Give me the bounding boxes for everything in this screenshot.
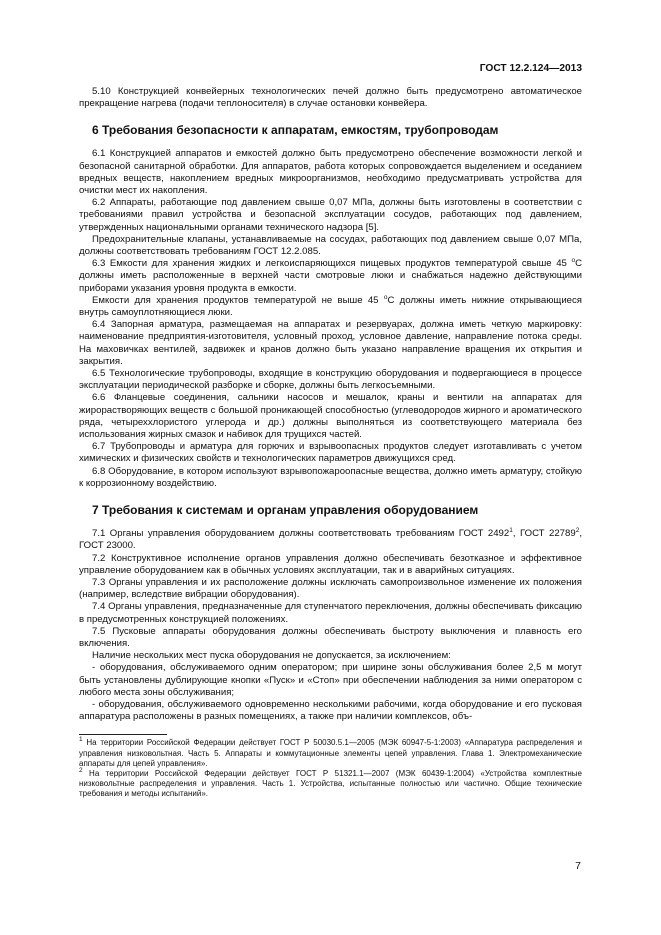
page-number: 7 [575, 860, 581, 872]
footnote-1-text: На территории Российской Федерации действует ГОСТ Р 50030.5.1—2005 (МЭК 60947-5-1:2003) «Аппаратура распределения и управления низковольтная. Часть 5. Аппараты и коммутационные элементы цепей управления. Глава 1. Электромеханические аппараты для цепей управления». [79, 738, 582, 768]
clause-6-2-valves: Предохранительные клапаны, устанавливаемые на сосудах, работающих под давлением свыше 0,07 МПа, должны соответствовать требованиям ГОСТ 12.2.085. [79, 233, 582, 258]
degree-sign: о [383, 293, 388, 301]
footnote-2-text: На территории Российской Федерации действует ГОСТ Р 51321.1—2007 (МЭК 60439-1:2004) «Устройства комплектные низковольтные распределения и управления. Часть 1. Устройства, испытанные полностью или частично. Общие технические требования и методы испытаний». [79, 768, 582, 799]
clause-6-2: 6.2 Аппараты, работающие под давлением свыше 0,07 МПа, должны быть изготовлены в соответствии с требованиями правил устройства и безопасной эксплуатации сосудов, работающих под давлением, утвержденных национальными органами технического надзора [5]. [79, 197, 582, 233]
footnote-ref-1[interactable]: 1 [509, 527, 513, 535]
footnote-mark-1: 1 [79, 736, 83, 744]
page-content [79, 86, 582, 800]
clause-6-3-low-temp-text-b: С должны иметь нижние открывающиеся внутрь самоуплотняющиеся люки. [79, 294, 582, 319]
clause-6-6: 6.6 Фланцевые соединения, сальники насосов и мешалок, краны и вентили на аппаратах для жирорастворяющих веществ с большой проникающей способностью (углеводородов жирного и ароматического ряда, четыреххлористого углерода и др.) должны выполняться из соответствующего материала без использования жирных смазок и набивок для трущихся частей. [79, 392, 582, 441]
clause-7-5-item-2: - оборудования, обслуживаемого одновременно несколькими рабочими, когда оборудование и его пусковая аппаратура расположены в разных помещениях, а также при наличии комплексов, объ- [79, 698, 582, 723]
clause-6-8: 6.8 Оборудование, в котором используют взрывопожароопасные вещества, должно иметь арматуру, стойкую к коррозионному воздействию. [79, 465, 582, 489]
clause-6-1: 6.1 Конструкцией аппаратов и емкостей должно быть предусмотрено обеспечение возможности легкой и безопасной санитарной обработки. Для аппаратов, работа которых сопровождается выделением и оседанием вредных веществ, накоплением вредных микроорганизмов, необходимо предусматривать устройства для очистки мест их накопления. [79, 148, 582, 197]
footnotes [79, 738, 582, 799]
clause-7-1-text-b: , ГОСТ 22789 [512, 528, 576, 540]
clause-7-1-text-a: 7.1 Органы управления оборудованием должны соответствовать требованиям ГОСТ 2492 [92, 528, 510, 540]
clause-7-1-text-c: , ГОСТ 23000. [79, 528, 582, 552]
clause-7-1 [79, 528, 582, 552]
document-code: ГОСТ 12.2.124—2013 [479, 63, 582, 74]
footnote-ref-2[interactable]: 2 [575, 527, 580, 535]
clause-5-10: 5.10 Конструкцией конвейерных технологических печей должно быть предусмотрено автоматическое прекращение нагрева (подачи теплоносителя) в случае остановки конвейера. [79, 86, 582, 110]
section-7-heading: 7 Требования к системам и органам управления оборудованием [92, 503, 479, 518]
clause-7-4: 7.4 Органы управления, предназначенные для ступенчатого переключения, должны обеспечивать фиксацию в предусмотренных конструкцией положениях. [79, 601, 582, 625]
clause-6-3-text-b: С должны иметь расположенные в верхней части смотровые люки и снабжаться надежно действующими приборами указания уровня продукта в емкости. [79, 258, 582, 294]
footnote-divider [79, 734, 167, 735]
clause-6-3-low-temp [79, 295, 582, 319]
clause-6-3 [79, 258, 582, 295]
clause-6-4: 6.4 Запорная арматура, размещаемая на аппаратах и резервуарах, должна иметь четкую маркировку: наименование предприятия-изготовителя, условный проход, условное давление, направление потока среды. На маховичках вентилей, задвижек и кранов должно быть указано направление вращения их открытия и закрытия. [79, 319, 582, 367]
clause-7-3: 7.3 Органы управления и их расположение должны исключать самопроизвольное изменение их положения (например, вследствие вибрации оборудования). [79, 576, 582, 601]
clause-6-7: 6.7 Трубопроводы и арматура для горючих и взрывоопасных продуктов следует изготавливать с учетом химических и физических свойств и технологических параметров движущихся сред. [79, 441, 582, 465]
clause-6-3-low-temp-text-a: Емкости для хранения продуктов температурой не выше 45 [92, 294, 384, 306]
section-6-heading: 6 Требования безопасности к аппаратам, емкостям, трубопроводам [92, 123, 499, 138]
clause-7-2: 7.2 Конструктивное исполнение органов управления должно обеспечивать безотказное и эффективное управление оборудованием как в обычных условиях эксплуатации, так и в аварийных ситуациях. [79, 552, 582, 576]
degree-sign: о [571, 257, 576, 265]
clause-6-3-text-a: 6.3 Емкости для хранения жидких и легкоиспаряющихся пищевых продуктов температурой свыше 45 [92, 258, 572, 270]
clause-6-5: 6.5 Технологические трубопроводы, входящие в конструкцию оборудования и подвергающиеся в процессе эксплуатации периодической разборке и сборке, должны быть легкосъемными. [79, 368, 582, 392]
clause-7-5-exceptions: Наличие нескольких мест пуска оборудования не допускается, за исключением: [92, 650, 451, 662]
clause-7-5: 7.5 Пусковые аппараты оборудования должны обеспечивать быстроту выключения и плавность его включения. [79, 625, 582, 649]
footnote-mark-2: 2 [79, 766, 83, 774]
clause-7-5-item-1: - оборудования, обслуживаемого одним оператором; при ширине зоны обслуживания более 2,5 м могут быть установлены дублирующие кнопки «Пуск» и «Стоп» при обеспечении наблюдения за ними оператором с любого места зоны обслуживания; [79, 662, 582, 698]
footnote-1 [79, 738, 582, 769]
footnote-2 [79, 766, 582, 800]
